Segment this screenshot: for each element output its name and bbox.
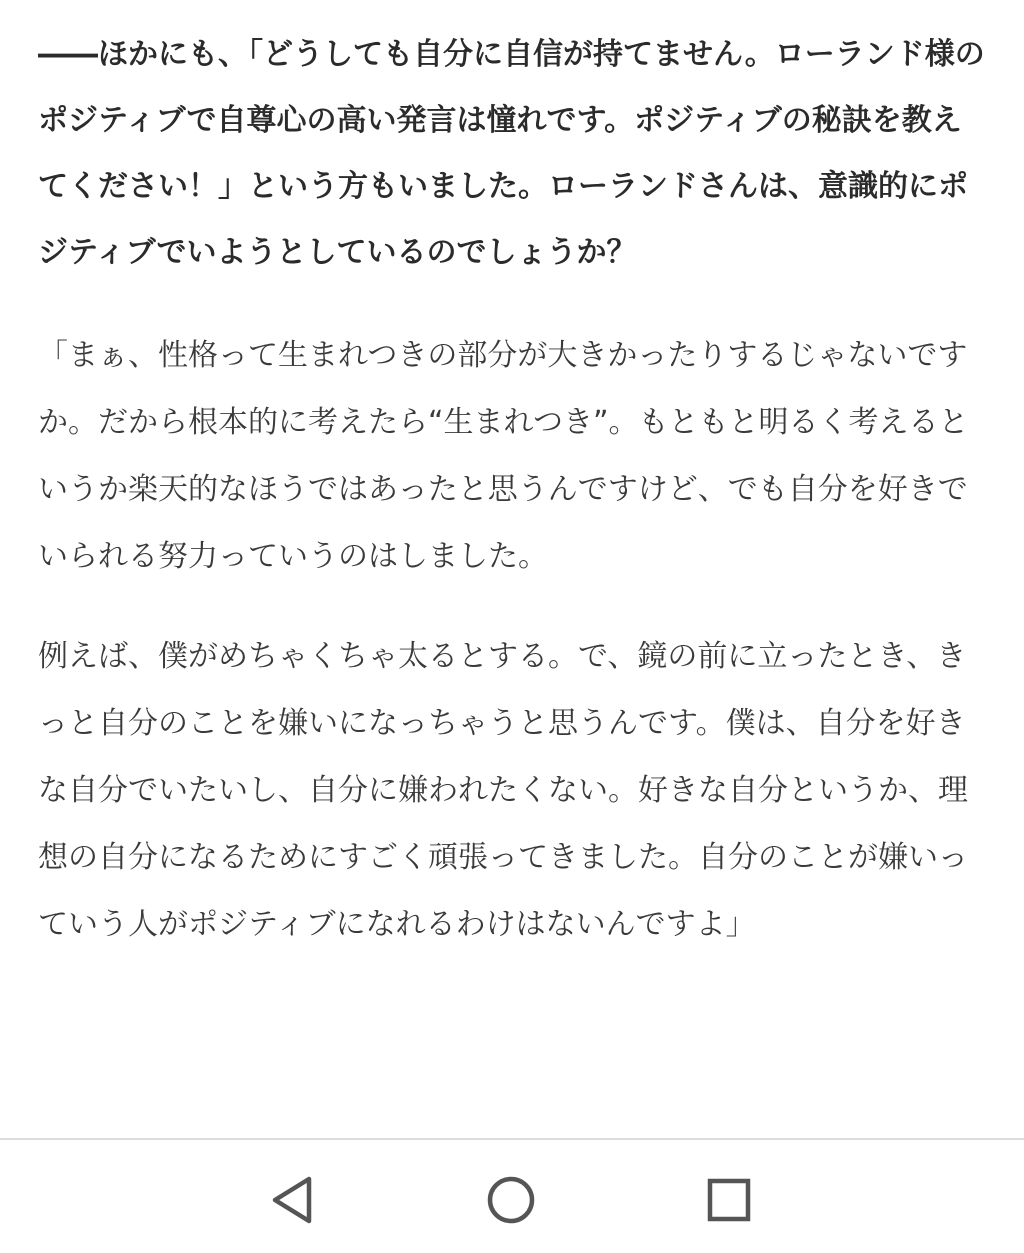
article-body xyxy=(38,22,988,958)
interview-question: ――ほかにも、「どうしても自分に自信が持てません。ローランド様のポジティブで自尊心の高い発言は憧れです。ポジティブの秘訣を教えてください！」という方もいました。ローランドさんは、意識的にポジティブでいようとしているのでしょうか？ xyxy=(38,37,985,270)
back-icon xyxy=(269,1175,315,1225)
home-button[interactable] xyxy=(481,1170,541,1230)
paragraph-gap xyxy=(38,590,988,623)
recents-button[interactable] xyxy=(699,1170,759,1230)
back-button[interactable] xyxy=(262,1170,322,1230)
system-navigation-bar xyxy=(0,1140,1024,1253)
home-icon xyxy=(486,1175,536,1225)
interview-answer-paragraph-1: 「まぁ、性格って生まれつきの部分が大きかったりするじゃないですか。だから根本的に考えたら“生まれつき”。もともと明るく考えるというか楽天的なほうではあったと思うんですけど、でも自分を好きでいられる努力っていうのはしました。 xyxy=(38,338,969,574)
recents-icon xyxy=(706,1177,752,1223)
paragraph-gap xyxy=(38,286,988,322)
interview-answer-paragraph-2: 例えば、僕がめちゃくちゃ太るとする。で、鏡の前に立ったとき、きっと自分のことを嫌いになっちゃうと思うんです。僕は、自分を好きな自分でいたいし、自分に嫌われたくない。好きな自分というか、理想の自分になるためにすごく頑張ってきました。自分のことが嫌いっていう人がポジティブになれるわけはないんですよ」 xyxy=(38,639,968,942)
